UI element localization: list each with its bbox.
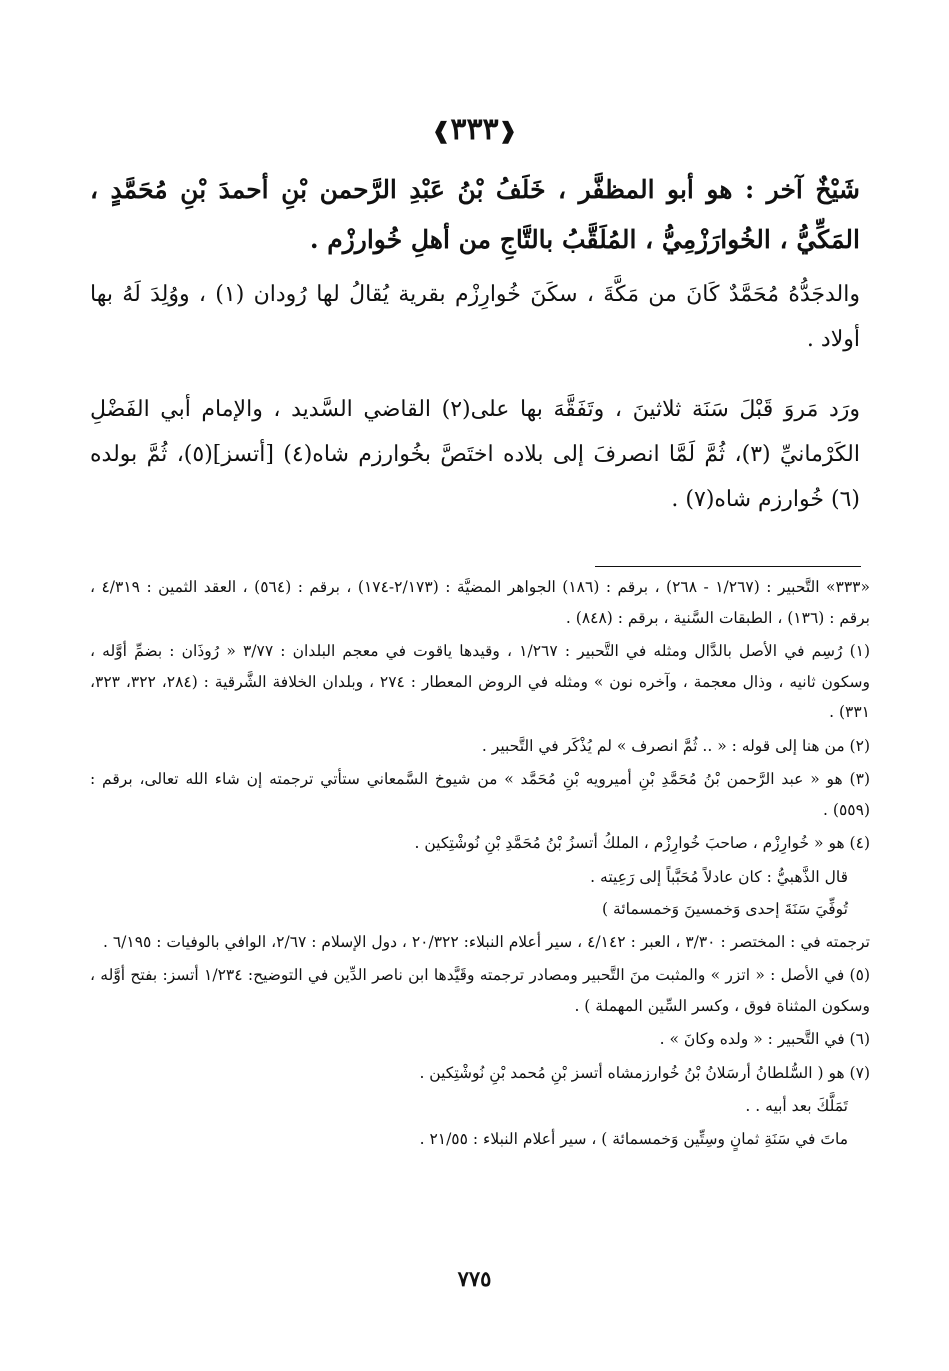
footnote-2: (٢) من هنا إلى قوله : « .. ثُمَّ انصرف » لم يُذْكَر في التَّحبير .: [481, 736, 870, 755]
footnote-6: (٦) في التَّحبير : « ولده وكانَ » .: [659, 1030, 870, 1048]
ornament-left-icon: ❰: [431, 118, 451, 144]
ornament-right-icon: ❱: [498, 118, 518, 144]
footnote-sources: «٣٣٣» التَّحبير : (١/٢٦٧ - ٢٦٨) ، برقم : (١٨٦) الجواهر المضيَّة : (٢/١٧٣-١٧٤) ، برقم : (٥٦٤) ، العقد الثمين : ٤/٣١٩ ، برقم : (١٣٦) ، الطبقات السَّنية ، برقم : (٨٤٨) .: [90, 578, 870, 627]
footnote-5: (٥) في الأصل : « اتزر » والمثبت منَ التَّحبير ومصادر ترجمته وقَيَّدها ابن ناصر الدِّين في التوضيح: ١/٢٣٤ أتسز: بفتح أوَّله ، وسكون المثناة فوق ، وكسر السِّين المهملة ) .: [90, 966, 870, 1015]
footnote-3: (٣) هو « عبد الرَّحمن بْنُ مُحَمَّدِ بْنِ أميرويه بْنِ مُحَمَّد » من شيوخ السَّمعاني ستأتي ترجمته إن شاء الله تعالى، برقم : (٥٥٩) .: [90, 770, 870, 819]
footnote-4: (٤) هو « خُوارِزْم ، صاحبَ خُوارِزْم ، الملكُ أتسزُ بْنُ مُحَمَّدِ بْنِ نُوشْتِكين .: [414, 834, 870, 852]
page-number: ٧٧٥: [457, 1266, 492, 1291]
body-paragraph-1: والدجَدُّهُ مُحَمَّدٌ كَانَ من مَكَّةَ ، سكَنَ خُوارِزْم بقرية يُقالُ لها رُودان (١) ، ووُلِدَ لَهُ بها أولاد .: [90, 282, 860, 352]
footnote-divider: [595, 566, 861, 567]
footnote-4-quote-2: تُوفِّيَ سَنَةَ إحدى وَخمسينَ وَخمسمائة ): [602, 900, 848, 918]
entry-number: [0, 112, 949, 147]
footnotes: [90, 572, 870, 1156]
footnote-4-sources: ترجمته في : المختصر : ٣/٣٠ ، العبر : ٤/١٤٢ ، سير أعلام النبلاء: ٢٠/٣٢٢ ، دول الإسلام : ٢/٦٧، الوافي بالوفيات : ٦/١٩٥ .: [102, 932, 870, 951]
footnote-7-quote-1: تَمَلَّكَ بعد أبيه . .: [745, 1097, 848, 1115]
entry-heading: شَيْخٌ آخر : هو أبو المظفَّر ، خَلَفُ بْنُ عَبْدِ الرَّحمن بْنِ أحمدَ بْنِ مُحَمَّدٍ ، المَكِّيُّ ، الخُوارَزْمِيُّ ، المُلَقَّبُ بالتَّاجِ من أهلِ خُوارزْم .: [90, 175, 860, 254]
body-paragraph-2: ورَد مَروَ قَبْلَ سَنَة ثلاثينَ ، وتَفَقَّهَ بها على(٢) القاضي السَّديد ، والإمام أبي الفَضْلِ الكَرْمانيِّ (٣)، ثُمَّ لَمَّا انصرفَ إلى بلاده اختَصَّ بخُوارزم شاه(٤) [أتسز](٥)، ثُمَّ بولده (٦) خُوارزم شاه(٧) .: [90, 397, 860, 512]
footnote-1: (١) رُسِم في الأصل بالدَّال ومثله في التَّحبير : ١/٢٦٧ ، وقيدها ياقوت في معجم البلدان : ٣/٧٧ « رُوذَان : بضمِّ أوَّله ، وسكون ثانيه ، وذال معجمة ، وآخره نون » ومثله في الروض المعطار : ٢٧٤ ، وبلدان الخلافة الشَّرقية : (٢٨٤، ٣٢٢، ٣٢٣، ٣٣١) .: [90, 642, 871, 721]
footnote-7-quote-2: ماتَ في سَنَةِ ثمانٍ وسِتِّين وَخمسمائة ) ، سير أعلام النبلاء : ٢١/٥٥ .: [419, 1129, 848, 1148]
entry-number-text: ٣٣٣: [450, 112, 499, 147]
footnote-4-quote-1: قال الذَّهبيُّ : كان عادلاً مُحَبَّباً إلى رَعِيته .: [590, 867, 848, 886]
footnote-7: (٧) هو ( السُّلطانُ أرسَلانُ بْنُ خُوارزمشاه أتسز بْنِ مُحمد بْنِ نُوشْتِكين .: [419, 1063, 870, 1082]
